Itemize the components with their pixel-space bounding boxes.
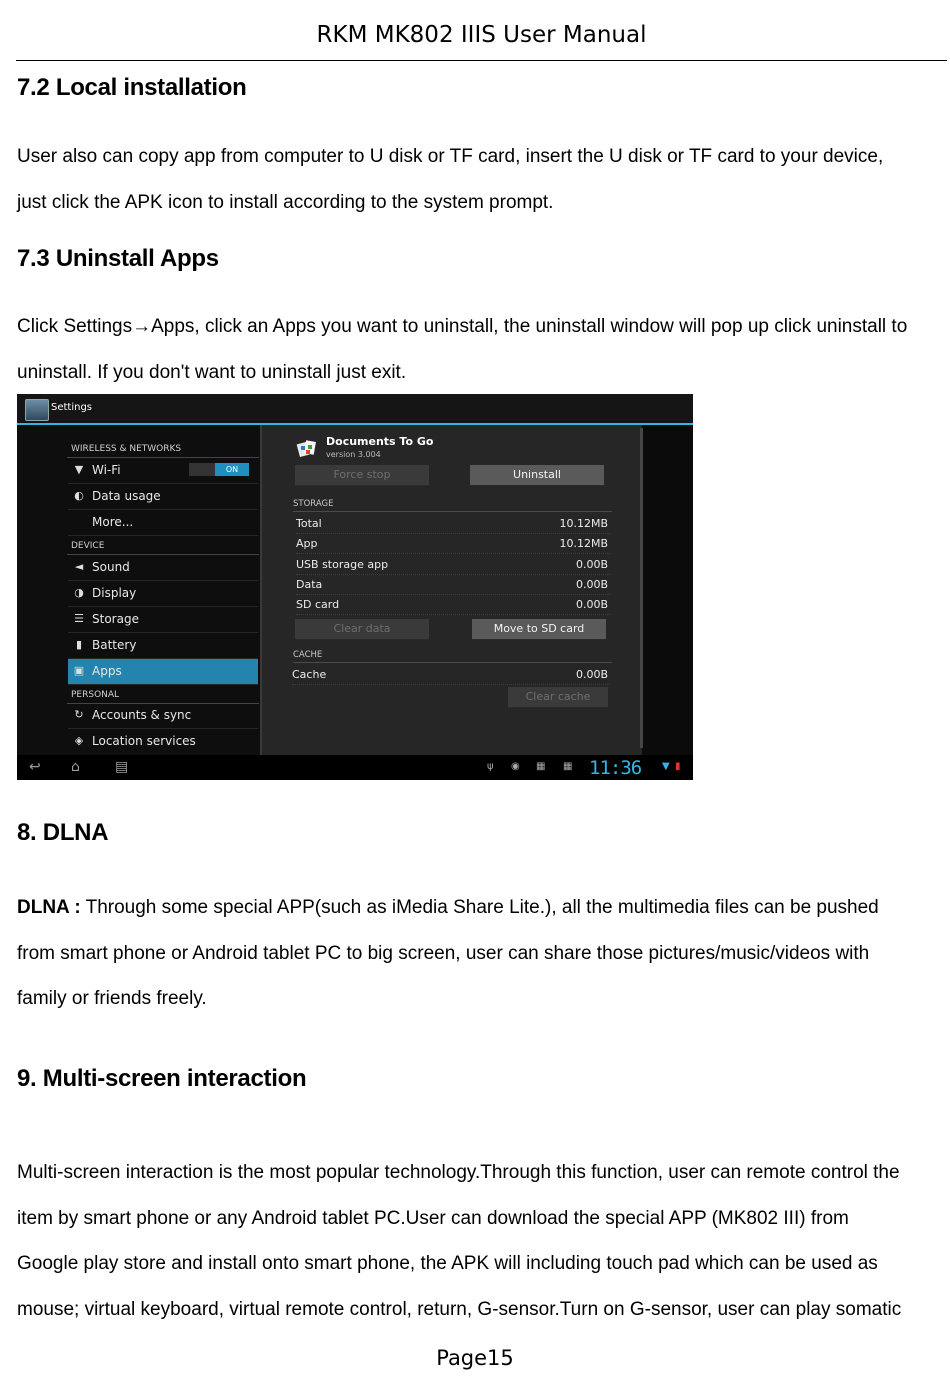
section-cache: CACHE bbox=[293, 650, 612, 660]
system-nav-bar bbox=[17, 755, 693, 780]
home-icon[interactable]: ⌂ bbox=[71, 759, 80, 775]
menu-item-battery[interactable] bbox=[68, 633, 258, 659]
text-line: just click the APK icon to install according to the system prompt. bbox=[17, 191, 554, 213]
move-to-sd-button[interactable]: Move to SD card bbox=[472, 619, 606, 640]
menu-item-display[interactable] bbox=[68, 581, 258, 607]
usb-icon: ψ bbox=[487, 761, 494, 772]
page-header bbox=[16, 22, 947, 61]
scrollbar[interactable] bbox=[640, 428, 643, 748]
storage-row bbox=[296, 578, 610, 591]
category-personal: PERSONAL bbox=[71, 690, 259, 700]
menu-item-label: More... bbox=[92, 515, 134, 529]
text-line: Multi-screen interaction is the most popular technology.Through this function, user can remote control the bbox=[17, 1162, 900, 1183]
recent-apps-icon[interactable]: ▤ bbox=[115, 759, 129, 775]
storage-row-label: Total bbox=[296, 517, 322, 530]
category-wireless: WIRELESS & NETWORKS bbox=[71, 444, 259, 454]
wifi-signal-icon: ▼ bbox=[662, 761, 670, 772]
paragraph-multi-screen bbox=[17, 1150, 950, 1332]
menu-item-more[interactable] bbox=[68, 510, 258, 536]
category-device: DEVICE bbox=[71, 541, 259, 551]
menu-item-label: Storage bbox=[92, 612, 139, 626]
storage-row-value: 0.00B bbox=[575, 598, 608, 611]
settings-title: Settings bbox=[51, 402, 93, 413]
menu-item-label: Data usage bbox=[92, 489, 161, 503]
wifi-toggle[interactable] bbox=[189, 463, 249, 476]
storage-row-value: 10.12MB bbox=[559, 537, 608, 550]
settings-menu bbox=[17, 425, 260, 755]
uninstall-button[interactable]: Uninstall bbox=[470, 465, 604, 486]
storage-row-label: Data bbox=[296, 578, 323, 591]
wifi-icon: ▼ bbox=[74, 463, 84, 476]
storage-row-value: 0.00B bbox=[575, 558, 608, 571]
heading-multi-screen: 9. Multi-screen interaction bbox=[17, 1065, 307, 1092]
sync-icon: ↻ bbox=[74, 708, 84, 721]
paragraph-dlna bbox=[17, 885, 950, 1022]
menu-item-label: Wi-Fi bbox=[92, 463, 121, 477]
dlna-lead: DLNA : bbox=[17, 897, 81, 918]
wifi-toggle-on: ON bbox=[215, 463, 249, 476]
settings-screenshot bbox=[17, 394, 693, 780]
clear-data-button[interactable]: Clear data bbox=[295, 619, 429, 640]
battery-status-icon: ▮ bbox=[675, 761, 681, 772]
text-line: family or friends freely. bbox=[17, 988, 207, 1009]
settings-app-icon bbox=[25, 399, 49, 421]
storage-row-label: USB storage app bbox=[296, 558, 389, 571]
cache-row-value: 0.00B bbox=[575, 668, 608, 681]
section-storage: STORAGE bbox=[293, 499, 612, 509]
menu-item-label: Accounts & sync bbox=[92, 708, 192, 722]
text-line bbox=[17, 885, 950, 931]
storage-row bbox=[296, 558, 610, 571]
storage-row bbox=[296, 517, 610, 530]
data-usage-icon: ◐ bbox=[74, 489, 84, 502]
text-line: Google play store and install onto smart phone, the APK will including touch pad which can be used as bbox=[17, 1253, 878, 1274]
heading-uninstall-apps: 7.3 Uninstall Apps bbox=[17, 245, 219, 272]
status-clock: 11:36 bbox=[589, 757, 642, 779]
brightness-icon: ◑ bbox=[74, 586, 84, 599]
text-span: Through some special APP(such as iMedia Share Lite.), all the multimedia files can be pushed bbox=[80, 897, 879, 918]
storage-row bbox=[296, 598, 610, 611]
app-name: Documents To Go bbox=[326, 435, 434, 448]
storage-row-value: 0.00B bbox=[575, 578, 608, 591]
settings-title-bar bbox=[17, 394, 693, 425]
battery-icon: ▮ bbox=[75, 638, 83, 651]
location-icon: ◈ bbox=[74, 734, 84, 747]
cache-row bbox=[292, 668, 610, 681]
storage-row-label: SD card bbox=[296, 598, 340, 611]
storage-icon: ☰ bbox=[74, 612, 84, 625]
text-line: User also can copy app from computer to U disk or TF card, insert the U disk or TF card to your device, bbox=[17, 146, 884, 167]
storage-row bbox=[296, 537, 610, 550]
heading-local-installation: 7.2 Local installation bbox=[17, 74, 247, 101]
menu-item-label: Display bbox=[92, 586, 137, 600]
menu-item-label: Location services bbox=[92, 734, 196, 748]
documents-to-go-icon bbox=[296, 437, 318, 459]
speaker-icon: ◄ bbox=[74, 560, 84, 573]
text-line: from smart phone or Android tablet PC to big screen, user can share those pictures/music/videos with bbox=[17, 942, 870, 964]
menu-item-label: Battery bbox=[92, 638, 137, 652]
app-version: version 3.004 bbox=[326, 450, 381, 459]
menu-item-storage[interactable] bbox=[68, 607, 258, 633]
clear-cache-button[interactable]: Clear cache bbox=[508, 687, 608, 708]
heading-dlna: 8. DLNA bbox=[17, 819, 109, 846]
app-info-panel bbox=[260, 425, 642, 755]
text-line: Click Settings→Apps, click an Apps you want to uninstall, the uninstall window will pop up click uninstall to bbox=[17, 316, 908, 337]
menu-item-label: Sound bbox=[92, 560, 130, 574]
cache-row-label: Cache bbox=[292, 668, 327, 681]
force-stop-button[interactable]: Force stop bbox=[295, 465, 429, 486]
menu-item-label: Apps bbox=[92, 664, 122, 678]
header-title: RKM MK802 IIIS User Manual bbox=[316, 22, 647, 48]
paragraph-uninstall-apps bbox=[17, 304, 950, 395]
screenshot-notification-icon: ▦ bbox=[536, 761, 546, 772]
back-icon[interactable]: ↩ bbox=[29, 759, 41, 775]
storage-row-label: App bbox=[296, 537, 318, 550]
menu-item-sound[interactable] bbox=[68, 555, 258, 581]
menu-item-accounts-sync[interactable] bbox=[68, 703, 258, 729]
text-line: item by smart phone or any Android tablet PC.User can download the special APP (MK802 III) from bbox=[17, 1207, 849, 1229]
sd-card-icon: ▦ bbox=[563, 761, 573, 772]
text-line: mouse; virtual keyboard, virtual remote control, return, G-sensor.Turn on G-sensor, user can play somatic bbox=[17, 1298, 902, 1320]
text-line: uninstall. If you don't want to uninstall just exit. bbox=[17, 361, 407, 383]
menu-item-data-usage[interactable] bbox=[68, 484, 258, 510]
page-number: Page15 bbox=[436, 1346, 514, 1370]
paragraph-local-installation bbox=[17, 134, 950, 225]
menu-item-apps[interactable] bbox=[68, 659, 258, 685]
android-debug-icon: ◉ bbox=[511, 761, 520, 772]
storage-row-value: 10.12MB bbox=[559, 517, 608, 530]
apps-icon: ▣ bbox=[73, 664, 85, 677]
menu-item-location[interactable] bbox=[68, 729, 258, 754]
